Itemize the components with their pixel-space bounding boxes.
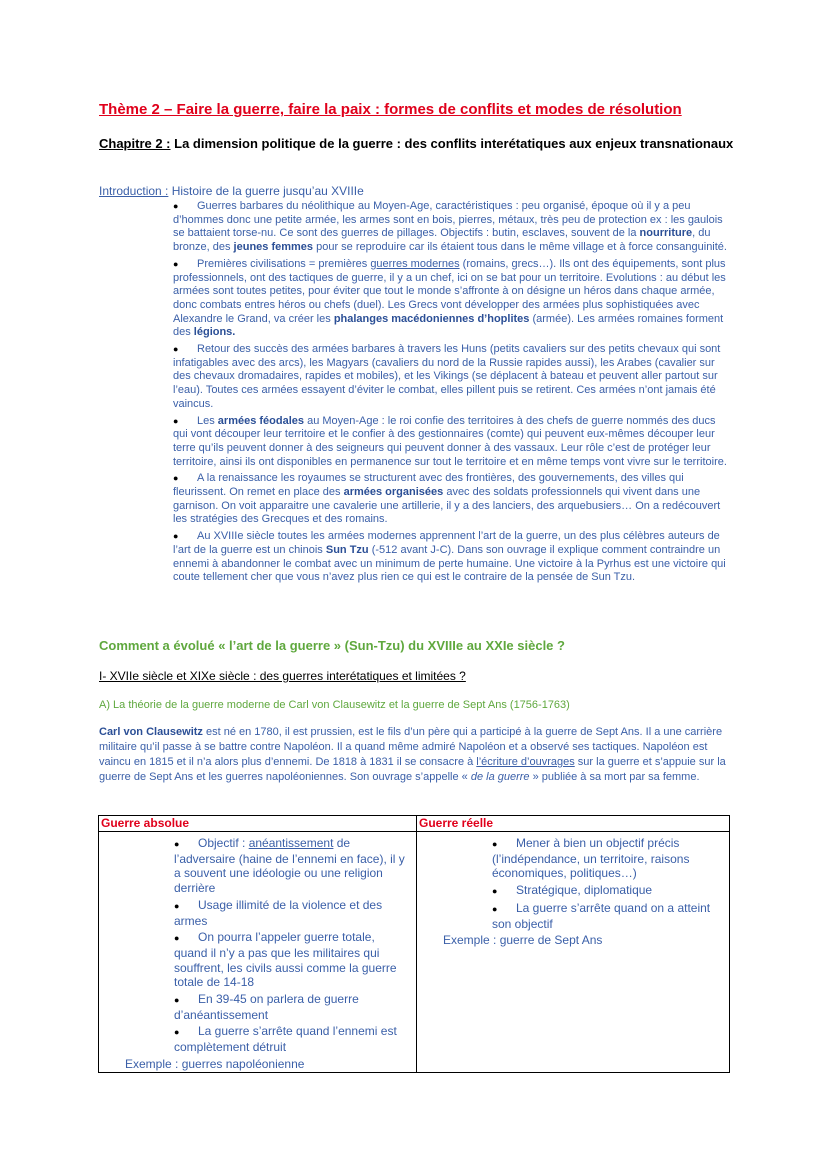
bullet-icon: ● (173, 201, 179, 211)
keyword: jeunes femmes (233, 241, 314, 254)
example-reelle: Exemple : guerre de Sept Ans (443, 933, 603, 948)
bullet-item: ● Les armées féodales au Moyen-Age : le roi confie des territoires à des chefs de guerre nommés des ducs qui vont découper leur territoire et le confier à des gestionnaires (comte) qui peuvent eux-mêmes découper leur terre qu’ils peuvent donner à des seigneurs qui peuvent donner à des vassaux. Leur rôle c’est de protéger leur territoire, ainsi ils ont disponibles en permanence sur tout le territoire et en même temps vont vivre sur le territoire. (173, 414, 727, 468)
introduction-label: Introduction : (99, 184, 169, 198)
keyword: nourriture (639, 227, 693, 240)
list-item: ● La guerre s’arrête quand l’ennemi est complètement détruit (174, 1024, 397, 1055)
keyword: légions. (193, 326, 236, 339)
book-title: de la guerre (470, 771, 530, 783)
bullet-icon: ● (492, 903, 498, 914)
introduction-text: Histoire de la guerre jusqu’au XVIIIe (168, 184, 364, 198)
bullet-icon: ● (174, 995, 180, 1006)
list-item: ● Mener à bien un objectif précis (l’indépendance, un territoire, raisons économiques, politiques…) (492, 836, 690, 881)
war-comparison-table (98, 815, 730, 1073)
bullet-item: ● Premières civilisations = premières guerres modernes (romains, grecs…). Ils ont des équipements, sont plus professionnels, ont des tactiques de guerre, il y a un chef, ici on se bat pour un territoire. Evolutions : au début les armées sont toutes petites, pour éviter que tout le monde s’affronte à on désigne un héros dans chaque armée, donc combats entres héros ou chefs (duel). Les Grecs vont développer des armées plus sophistiquées avec Alexandre le Grand, va créer les phalanges macédoniennes d’hoplites (armée). Les armées romaines forment des légions. (173, 257, 726, 339)
header-guerre-reelle: Guerre réelle (417, 816, 730, 832)
part-one-heading: I- XVIIe siècle et XIXe siècle : des guerres interétatiques et limitées ? (99, 669, 466, 683)
underlined-term: l’écriture d’ouvrages (476, 756, 575, 768)
keyword: armées organisées (343, 486, 444, 499)
bullet-icon: ● (174, 839, 180, 849)
bullet-icon: ● (492, 839, 498, 849)
list-item: ● En 39-45 on parlera de guerre d’anéantissement (174, 992, 359, 1022)
underlined-term: anéantissement (248, 836, 334, 850)
guerre-reelle-list (492, 836, 722, 931)
bullet-icon: ● (173, 415, 179, 426)
chapter-label: Chapitre 2 : (99, 136, 171, 151)
keyword: Sun Tzu (325, 543, 369, 556)
bullet-icon: ● (173, 344, 179, 355)
list-item: ● On pourra l’appeler guerre totale, quand il n’y a pas que les militaires qui souffrent, les civils aussi comme la guerre totale de 14-18 (174, 930, 397, 990)
bullet-icon: ● (492, 886, 498, 897)
introduction-bullet-list (173, 200, 729, 588)
chapter-title: La dimension politique de la guerre : des conflits interétatiques aux enjeux transnationaux (170, 136, 734, 151)
cell-guerre-reelle (417, 832, 730, 1073)
bullet-icon: ● (173, 473, 179, 484)
list-item: ● Stratégique, diplomatique (492, 883, 653, 898)
keyword: Carl von Clausewitz (99, 726, 203, 738)
section-question: Comment a évolué « l’art de la guerre » (Sun-Tzu) du XVIIIe au XXIe siècle ? (99, 638, 565, 653)
bullet-icon: ● (173, 258, 179, 269)
underlined-term: guerres modernes (370, 257, 460, 270)
cell-guerre-absolue (99, 832, 417, 1073)
bullet-icon: ● (174, 933, 180, 944)
chapter-heading (99, 136, 739, 152)
keyword: armées féodales (217, 414, 305, 427)
list-item: ● La guerre s’arrête quand on a atteint son objectif (492, 900, 711, 931)
list-item: ● Usage illimité de la violence et des armes (174, 897, 383, 928)
bullet-icon: ● (173, 531, 179, 542)
bullet-item: ● Guerres barbares du néolithique au Moyen-Age, caractéristiques : peu organisé, époque où il y a peu d’hommes donc une petite armée, les armes sont en bois, pierres, métaux, très peu de protection ex : les gaulois se battaient torse-nu. Ce sont des guerres de pillages. Objectifs : butin, esclaves, souvent de la nourriture, du bronze, des jeunes femmes pour se reproduire car ils étaient tous dans le même village et à force consanguinité. (173, 200, 727, 254)
header-guerre-absolue: Guerre absolue (99, 816, 417, 832)
subpart-a-heading: A) La théorie de la guerre moderne de Carl von Clausewitz et la guerre de Sept Ans (1756-1763) (99, 699, 570, 711)
clausewitz-paragraph: Carl von Clausewitz est né en 1780, il est prussien, est le fils d’un père qui a participé à la guerre de Sept Ans. Il a une carrière militaire qu’il passe à se battre contre Napoléon. Il a quand même admiré Napoléon et a observé ses tactiques. Napoléon est vaincu en 1815 et il n’a alors plus d’ennemi. De 1818 à 1831 il se consacre à l’écriture d’ouvrages sur la guerre et s’appuie sur la guerre de Sept Ans et les guerres napoléoniennes. Son ouvrage s’appelle « de la guerre » publiée à sa mort par sa femme. (99, 726, 726, 783)
bullet-item: ● A la renaissance les royaumes se structurent avec des frontières, des gouvernements, des villes qui fleurissent. On remet en place des armées organisées avec des soldats professionnels qui vivent dans une garnison. On voit apparaitre une cavalerie une artillerie, il y a des lanciers, des arquebusiers… On a redécouvert les stratégies des Grecques et des romains. (173, 472, 721, 526)
bullet-item: ● Au XVIIIe siècle toutes les armées modernes apprennent l’art de la guerre, un des plus célèbres auteurs de l’art de la guerre est un chinois Sun Tzu (-512 avant J-C). Dans son ouvrage il explique comment contraindre un ennemi à abandonner le combat avec un minimum de perte humaine. Une victoire à la Pyrhus est une victoire qui coute tellement cher que vous n’avez plus rien ce qui est le contraire de la pensée de Sun Tzu. (173, 530, 726, 584)
bullet-icon: ● (174, 900, 180, 911)
guerre-absolue-list (174, 836, 410, 1055)
example-absolue: Exemple : guerres napoléonienne (125, 1056, 305, 1071)
bullet-icon: ● (174, 1027, 180, 1038)
bullet-item: ● Retour des succès des armées barbares à travers les Huns (petits cavaliers sur des petits chevaux qui sont infatigables avec des arcs), les Magyars (cavaliers du nord de la Russie rapides aussi), les Arabes (cavalier sur des chevaux dromadaires, rapides et mobiles), et les Vikings (se déplacent à bateau et peuvent aller partout sur l’eau). Toutes ces armées essayent d’éviter le combat, elles pillent puis se retirent. Ces armées n’ont jamais été vaincus. (173, 343, 721, 410)
introduction-heading (99, 184, 364, 198)
keyword: phalanges macédoniennes d’hoplites (333, 312, 530, 325)
list-item: ● Objectif : anéantissement de l’adversaire (haine de l’ennemi en face), il y a souvent une idéologie ou une religion derrière (174, 836, 405, 896)
theme-title: Thème 2 – Faire la guerre, faire la paix : formes de conflits et modes de résolution (99, 101, 682, 118)
